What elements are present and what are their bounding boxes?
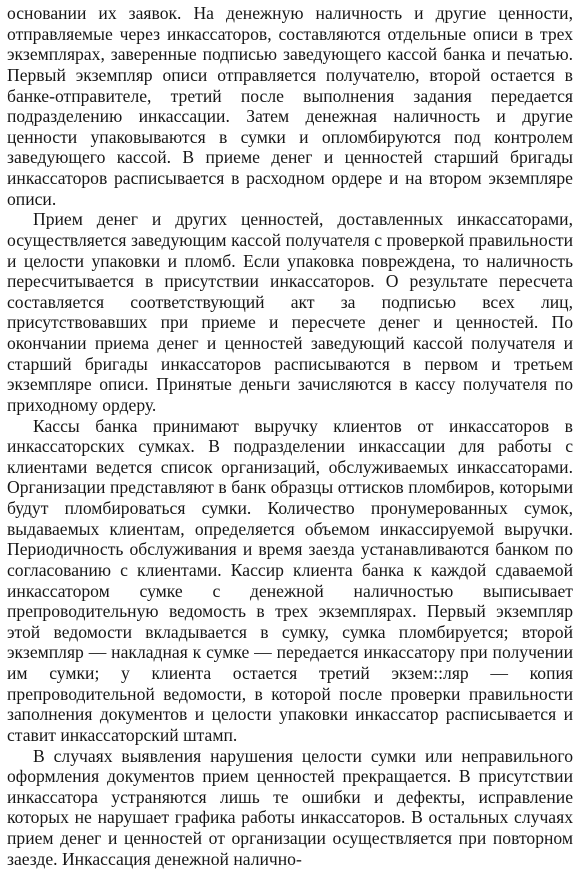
document-page: [7, 3, 573, 869]
paragraph-1: основании их заявок. На денежную наличность и другие ценности, отправляемые через инкассаторов, составляются отдельные описи в трех экземплярах, заверенные подписью заведующего кассой банка и печатью. Первый экземпляр описи отправляется получателю, второй остается в банке-отправителе, третий после выполнения задания передается подразделению инкассации. Затем денежная наличность и другие ценности упаковываются в сумки и опломбируются под контролем заведующего кассой. В приеме денег и ценностей старший бригады инкассаторов расписывается в расходном ордере и на втором экземпляре описи.: [7, 3, 573, 209]
paragraph-4: В случаях выявления нарушения целости сумки или неправильного оформления документов прием ценностей прекращается. В присутствии инкассатора устраняются лишь те ошибки и дефекты, исправление которых не нарушает графика работы инкассаторов. В остальных случаях прием денег и ценностей от организации осуществляется при повторном заезде. Инкассация денежной налично-: [7, 746, 573, 869]
paragraph-3: Кассы банка принимают выручку клиентов от инкассаторов в инкассаторских сумках. В подразделении инкассации для работы с клиентами ведется список организаций, обслуживаемых инкассаторами. Организации представляют в банк образцы оттисков пломбиров, которыми будут пломбироваться сумки. Количество пронумерованных сумок, выдаваемых клиентам, определяется объемом инкассируемой выручки. Периодичность обслуживания и время заезда устанавливаются банком по согласованию с клиентами. Кассир клиента банка к каждой сдаваемой инкассатором сумке с денежной наличностью выписывает препроводительную ведомость в трех экземплярах. Первый экземпляр этой ведомости вкладывается в сумку, сумка пломбируется; второй экземпляр — накладная к сумке — передается инкассатору при получении им сумки; у клиента остается третий экзем::ляр — копия препроводительной ведомости, в которой после проверки правильности заполнения документов и целости упаковки инкассатор расписывается и ставит инкассаторский штамп.: [7, 416, 573, 746]
paragraph-2: Прием денег и других ценностей, доставленных инкассаторами, осуществляется заведующим кассой получателя с проверкой правильности и целости упаковки и пломб. Если упаковка повреждена, то наличность пересчитывается в присутствии инкассаторов. О результате пересчета составляется соответствующий акт за подписью всех лиц, присутствовавших при приеме и пересчете денег и ценностей. По окончании приема денег и ценностей заведующий кассой получателя и старший бригады инкассаторов расписываются в первом и третьем экземпляре описи. Принятые деньги зачисляются в кассу получателя по приходному ордеру.: [7, 209, 573, 415]
